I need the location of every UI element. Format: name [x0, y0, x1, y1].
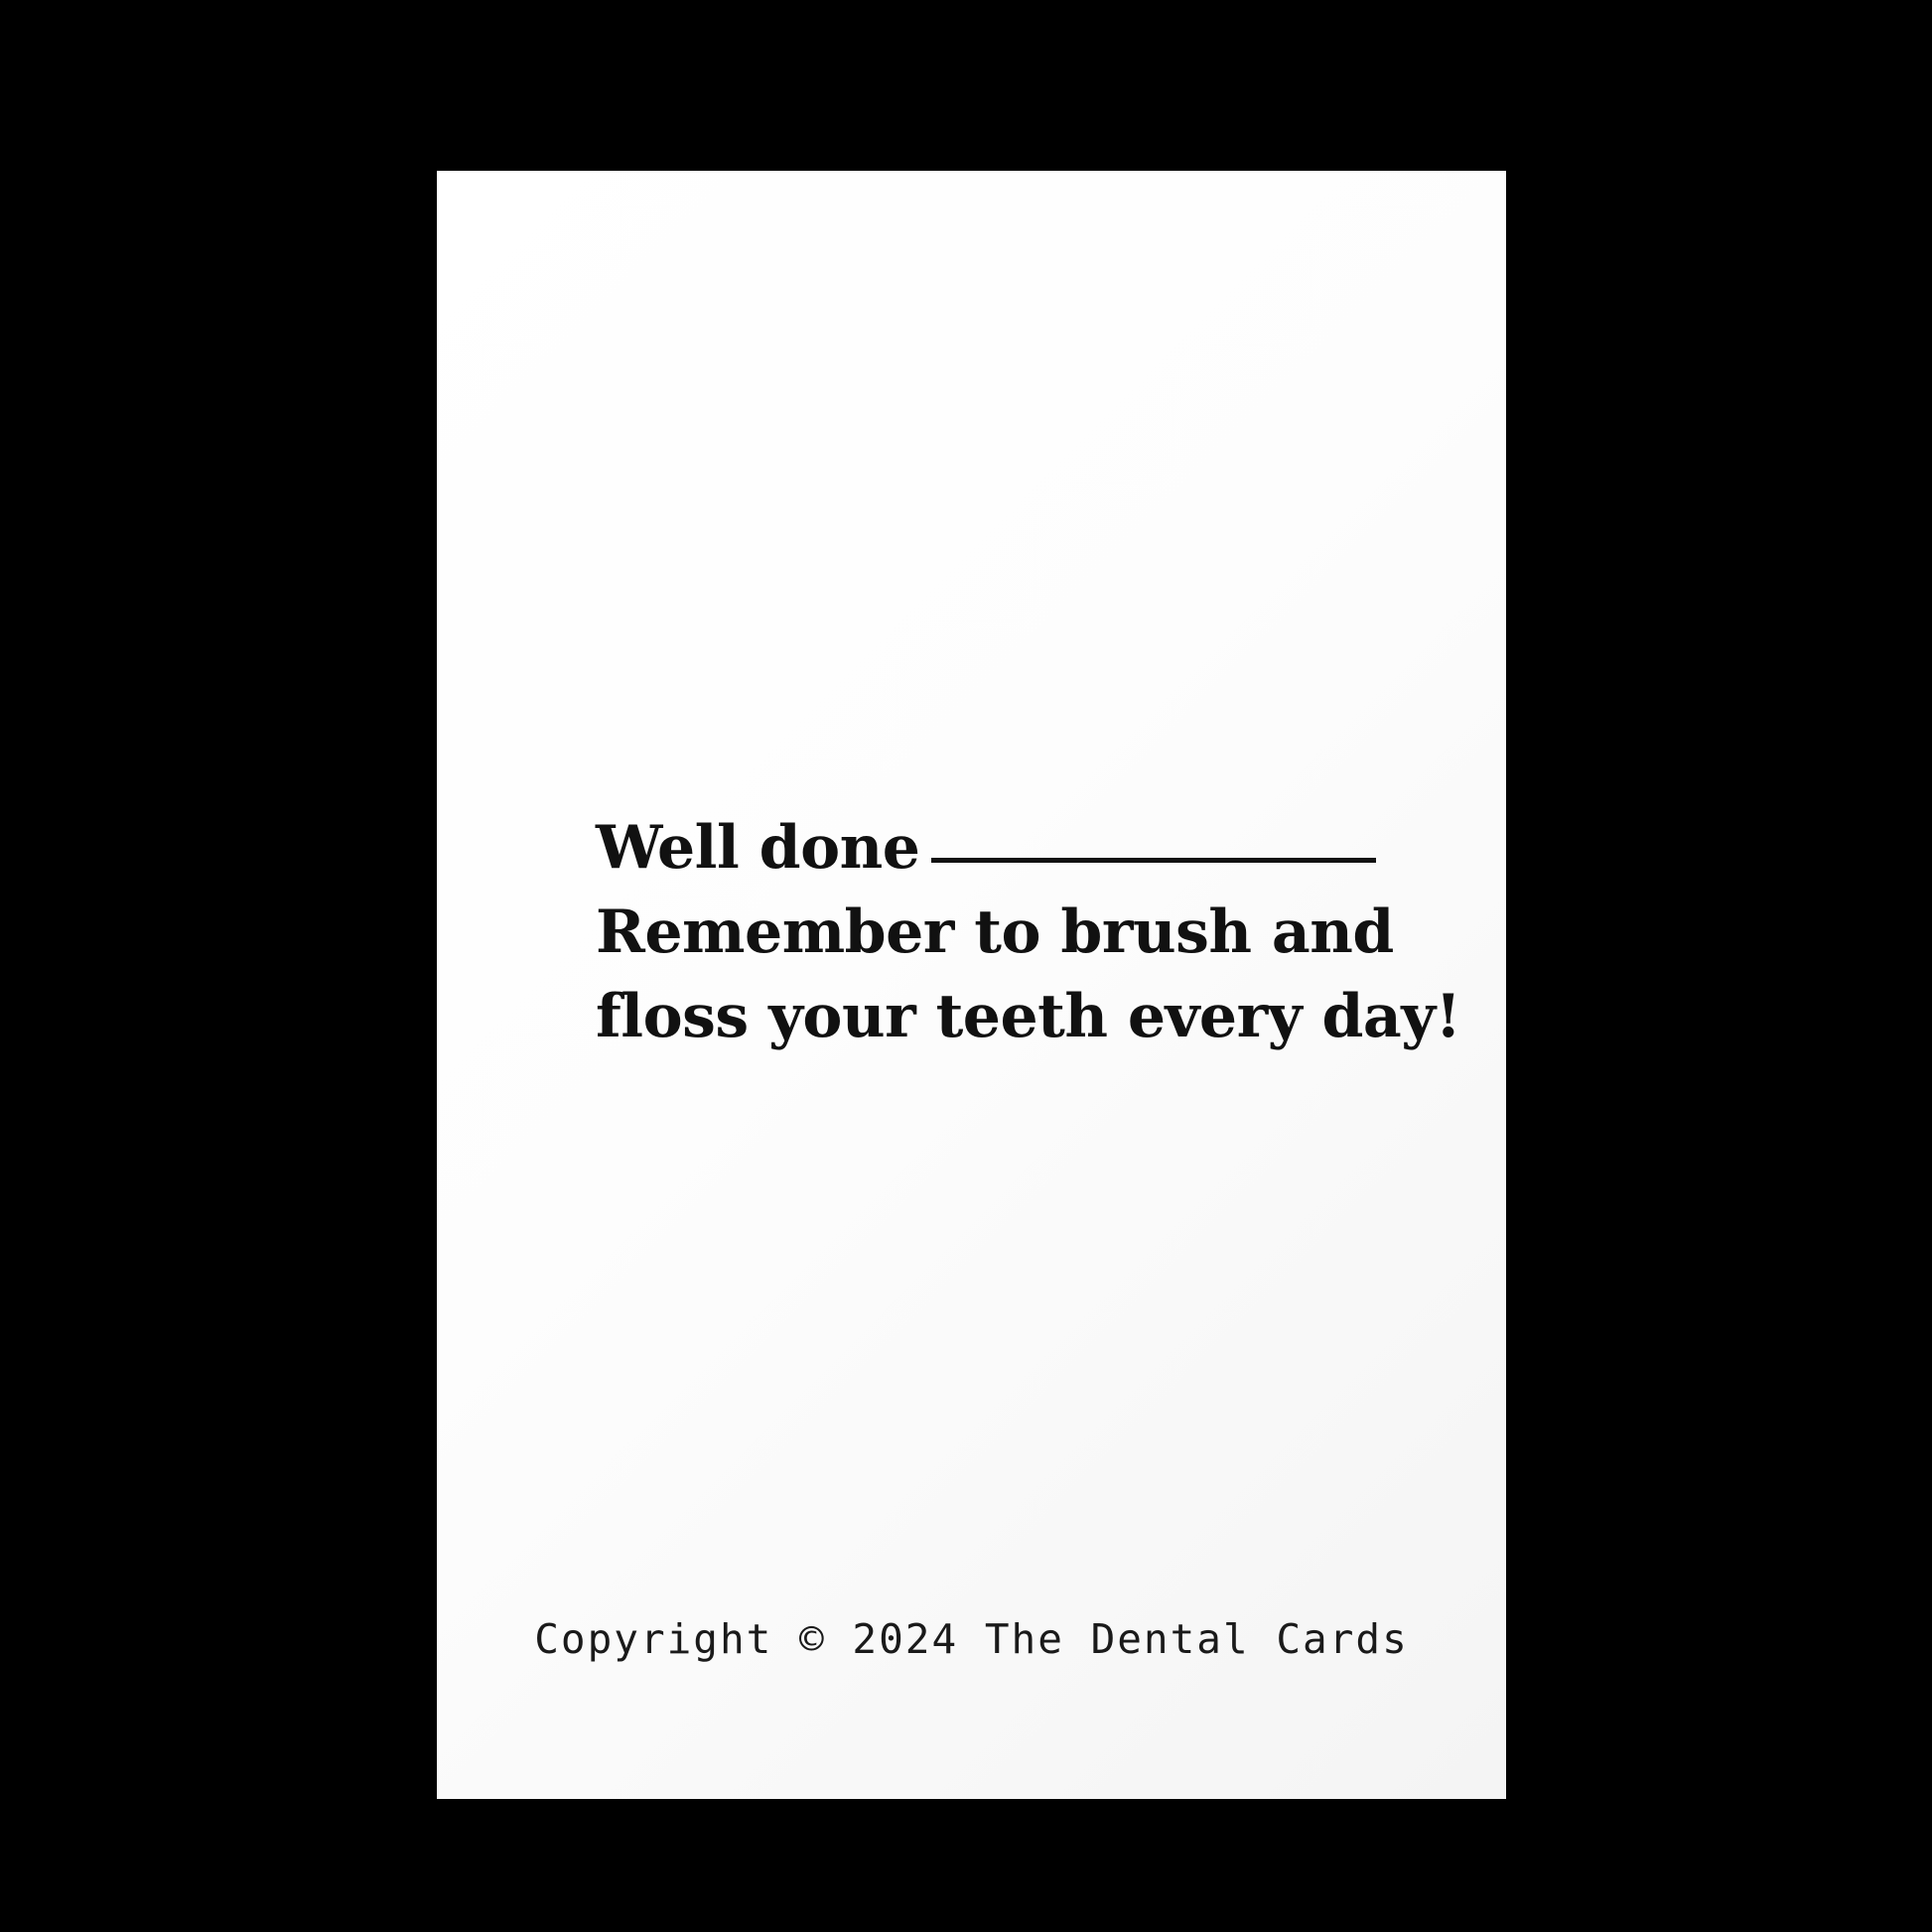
copyright-notice: Copyright © 2024 The Dental Cards: [534, 1615, 1409, 1663]
message-line-2: Remember to brush and: [596, 897, 1394, 968]
message-line-3: floss your teeth every day!: [596, 982, 1461, 1052]
name-blank-line: [931, 858, 1376, 863]
dental-reward-card: [437, 171, 1506, 1799]
message-line-1: [596, 806, 1390, 891]
card-message: [596, 806, 1461, 1060]
message-line-1-text: Well done: [596, 813, 920, 883]
